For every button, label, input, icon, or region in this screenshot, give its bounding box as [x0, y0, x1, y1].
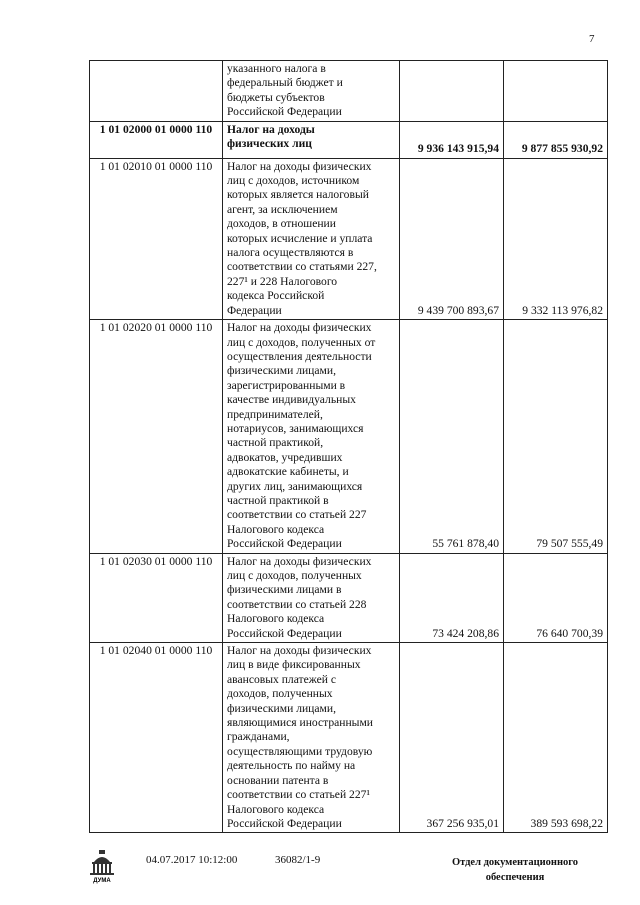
row-amount-1: 9 936 143 915,94	[400, 121, 504, 158]
table-row	[90, 158, 608, 319]
duma-logo-icon	[88, 850, 116, 884]
row-name: указанного налога в федеральный бюджет и бюджеты субъектов Российской Федерации	[223, 61, 400, 122]
row-name: Налог на доходы физических лиц с доходов, источником которых является налоговый агент, за исключением доходов, в отношении которых исчисление и уплата налога осуществляются в соответствии со статьями 227, 227¹ и 228 Налогового кодекса Российской Федерации	[223, 158, 400, 319]
row-amount-1: 73 424 208,86	[400, 553, 504, 642]
table-row	[90, 61, 608, 122]
row-amount-2: 9 877 855 930,92	[504, 121, 608, 158]
row-amount-2: 79 507 555,49	[504, 320, 608, 554]
table-row	[90, 643, 608, 833]
row-amount-1: 9 439 700 893,67	[400, 158, 504, 319]
footer-datetime: 04.07.2017 10:12:00	[146, 854, 238, 866]
row-code	[90, 61, 223, 122]
row-name: Налог на доходы физических лиц в виде фиксированных авансовых платежей с доходов, полученных физическими лицами, являющимися иностранными гражданами, осуществляющими трудовую деятельность по найму на основании патента в соответствии со статьей 227¹ Налогового кодекса Российской Федерации	[223, 643, 400, 833]
table-row	[90, 553, 608, 642]
page-number: 7	[589, 33, 595, 45]
row-amount-2: 9 332 113 976,82	[504, 158, 608, 319]
row-name: Налог на доходы физических лиц с доходов, полученных от осуществления деятельности физическими лицами, зарегистрированными в качестве индивидуальных предпринимателей, нотариусов, занимающихся частной практикой, адвокатов, учредивших адвокатские кабинеты, и других лиц, занимающихся частной практикой в соответствии со статьей 227 Налогового кодекса Российской Федерации	[223, 320, 400, 554]
footer-doc-number: 36082/1-9	[275, 854, 321, 866]
row-amount-1	[400, 61, 504, 122]
row-amount-2	[504, 61, 608, 122]
row-name: Налог на доходы физических лиц с доходов, полученных физическими лицами в соответствии со статьей 228 Налогового кодекса Российской Федерации	[223, 553, 400, 642]
table-row	[90, 121, 608, 158]
row-amount-2: 76 640 700,39	[504, 553, 608, 642]
row-amount-2: 389 593 698,22	[504, 643, 608, 833]
budget-revenue-table	[89, 60, 608, 833]
row-amount-1: 367 256 935,01	[400, 643, 504, 833]
row-amount-1: 55 761 878,40	[400, 320, 504, 554]
row-code: 1 01 02020 01 0000 110	[90, 320, 223, 554]
row-code: 1 01 02040 01 0000 110	[90, 643, 223, 833]
row-code: 1 01 02010 01 0000 110	[90, 158, 223, 319]
table-row	[90, 320, 608, 554]
row-name: Налог на доходы физических лиц	[223, 121, 400, 158]
footer-department: Отдел документационного обеспечения	[451, 857, 579, 883]
row-code: 1 01 02000 01 0000 110	[90, 121, 223, 158]
row-code: 1 01 02030 01 0000 110	[90, 553, 223, 642]
logo-caption: ДУМА	[93, 878, 111, 884]
